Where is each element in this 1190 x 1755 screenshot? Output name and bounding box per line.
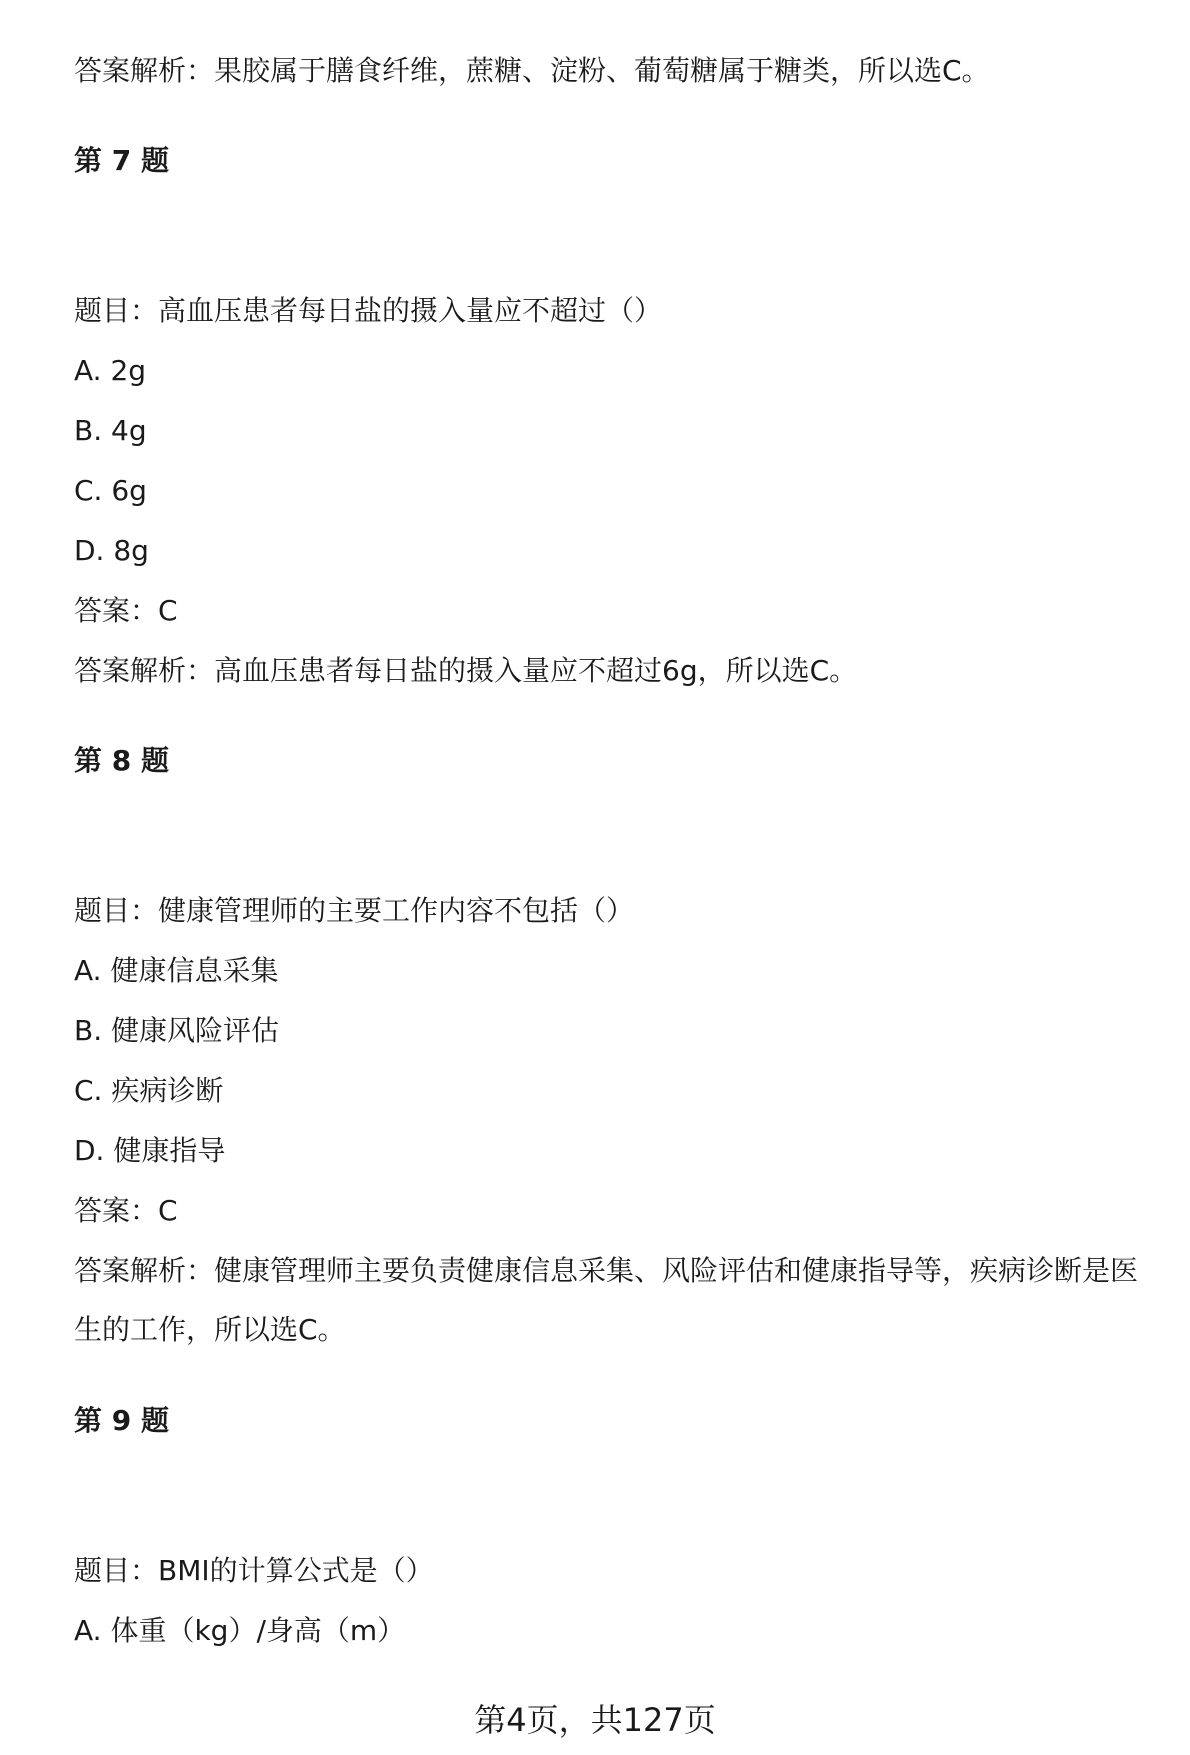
q7-question: 题目：高血压患者每日盐的摄入量应不超过（） (74, 294, 663, 327)
page-number: 第4页，共127页 (474, 1701, 716, 1739)
q8-explanation: 答案解析：健康管理师主要负责健康信息采集、风险评估和健康指导等，疾病诊断是医生的工作，所以选C。 (74, 1254, 1139, 1346)
q7-option-a: A. 2g (74, 354, 147, 387)
q7-option-d: D. 8g (74, 534, 149, 567)
q7-explanation: 答案解析：高血压患者每日盐的摄入量应不超过6g，所以选C。 (74, 654, 858, 687)
q9-question: 题目：BMI的计算公式是（） (74, 1554, 434, 1587)
q9-heading: 第 9 题 (74, 1404, 169, 1437)
q9-option-a: A. 体重（kg）/身高（m） (74, 1614, 406, 1647)
q7-option-c: C. 6g (74, 474, 147, 507)
q8-option-a: A. 健康信息采集 (74, 954, 279, 987)
q8-option-d: D. 健康指导 (74, 1134, 226, 1167)
q8-question: 题目：健康管理师的主要工作内容不包括（） (74, 894, 635, 927)
q6-explanation: 答案解析：果胶属于膳食纤维，蔗糖、淀粉、葡萄糖属于糖类，所以选C。 (74, 54, 990, 87)
q7-option-b: B. 4g (74, 414, 147, 447)
q8-answer: 答案：C (74, 1194, 178, 1227)
q8-option-c: C. 疾病诊断 (74, 1074, 224, 1107)
q8-option-b: B. 健康风险评估 (74, 1014, 280, 1047)
q7-heading: 第 7 题 (74, 144, 169, 177)
q8-heading: 第 8 题 (74, 744, 169, 777)
q7-answer: 答案：C (74, 594, 178, 627)
